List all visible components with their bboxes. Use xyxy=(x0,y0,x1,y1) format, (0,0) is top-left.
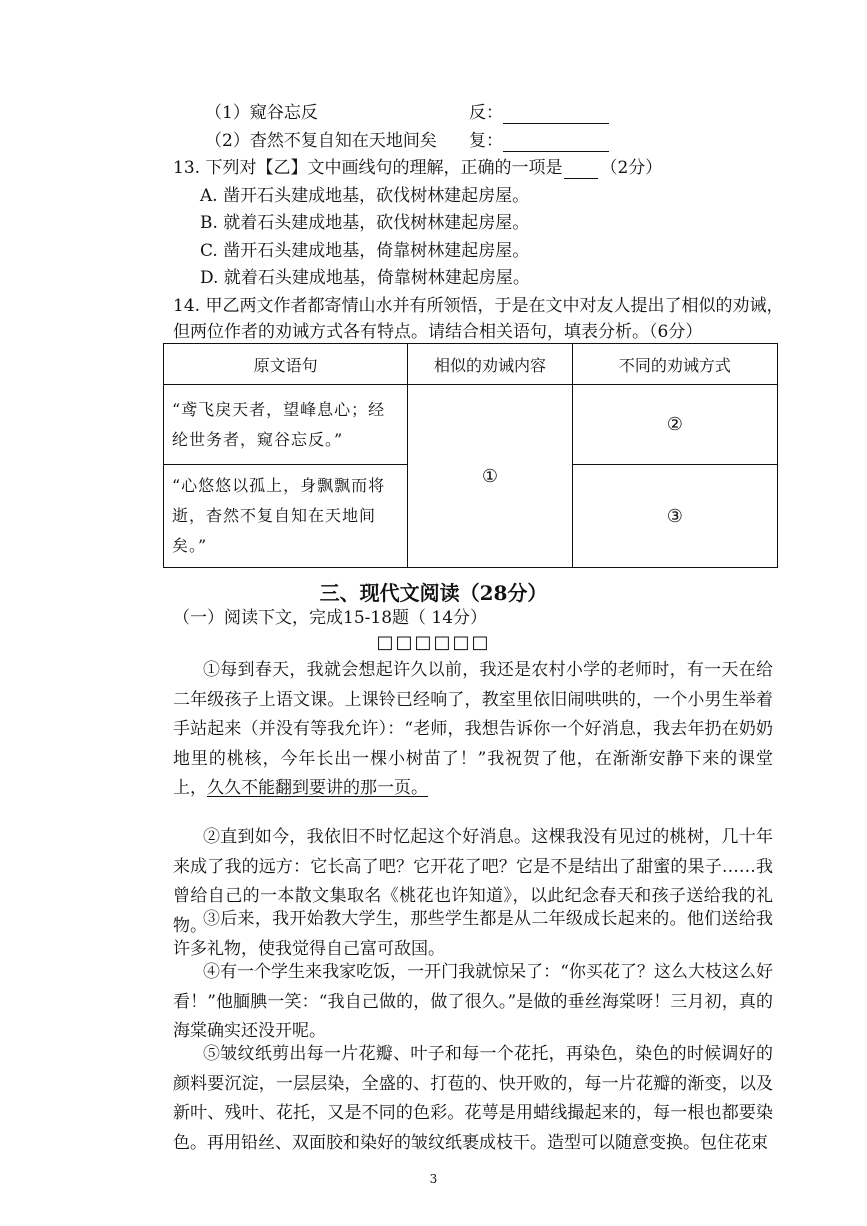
section-subheading: （一）阅读下文，完成15-18题（ 14分） xyxy=(173,608,488,628)
q13-score: （2分） xyxy=(600,158,663,178)
table-row2-source: “心悠悠以孤上，身飘飘而将逝，杳然不复自知在天地间矣。” xyxy=(164,465,408,568)
analysis-table xyxy=(163,343,778,568)
table-header-source: 原文语句 xyxy=(164,344,408,385)
answer-blank[interactable] xyxy=(503,133,609,152)
q13-option-a: A. 凿开石头建成地基，砍伐树林建起房屋。 xyxy=(200,186,530,206)
answer-blank[interactable] xyxy=(564,160,598,179)
q13-option-b: B. 就着石头建成地基，砍伐树林建起房屋。 xyxy=(200,213,530,233)
q12-item1-label: （1）窥谷忘反 xyxy=(205,103,318,123)
article-title: □□□□□□ xyxy=(376,632,491,653)
table-header-method: 不同的劝诫方式 xyxy=(572,344,777,385)
answer-blank[interactable] xyxy=(503,105,609,124)
q12-item1-char xyxy=(469,102,609,124)
q13-option-c: C. 凿开石头建成地基，倚靠树林建起房屋。 xyxy=(200,241,530,261)
section-heading: 三、现代文阅读（28分） xyxy=(319,581,548,605)
q12-item2-label: （2）杳然不复自知在天地间矣 xyxy=(205,131,437,151)
table-header-content: 相似的劝诫内容 xyxy=(408,344,572,385)
article-paragraph-3: ③后来，我开始教大学生，那些学生都是从二年级成长起来的。他们送给我许多礼物，使我觉得自己富可敌国。 xyxy=(173,909,773,959)
q12-item1-char-text: 反： xyxy=(469,103,503,123)
q13-stem-text: 13. 下列对【乙】文中画线句的理解，正确的一项是 xyxy=(173,158,563,178)
page-number: 3 xyxy=(429,1172,438,1186)
table-cell-mark3[interactable]: ③ xyxy=(572,465,777,568)
q14-line1: 14. 甲乙两文作者都寄情山水并有所领悟，于是在文中对友人提出了相似的劝诫， xyxy=(173,296,784,316)
paragraph-1-text: ①每到春天，我就会想起许久以前，我还是农村小学的老师时，有一天在给二年级孩子上语文课。上课铃已经响了，教室里依旧闹哄哄的，一个小男生举着手站起来（并没有等我允许）：“老师，我想告诉你一个好消息，我去年扔在奶奶地里的桃核，今年长出一棵小树苗了！”我祝贺了他，在渐渐安静下来的课堂上， xyxy=(173,660,773,798)
article-paragraph-2: ②直到如今，我依旧不时忆起这个好消息。这棵我没有见过的桃树，几十年来成了我的远方：它长高了吧？它开花了吧？它是不是结出了甜蜜的果子……我曾给自己的一本散文集取名《桃花也许知道》，以此纪念春天和孩子送给我的礼物。 xyxy=(173,827,773,936)
article-paragraph-1 xyxy=(173,656,773,804)
table-cell-mark2[interactable]: ② xyxy=(572,385,777,465)
table-cell-mark1[interactable]: ① xyxy=(408,385,572,568)
q13-stem xyxy=(173,157,662,179)
q13-option-d: D. 就着石头建成地基，倚靠树林建起房屋。 xyxy=(200,268,530,288)
article-paragraph-5: ⑤皱纹纸剪出每一片花瓣、叶子和每一个花托，再染色，染色的时候调好的颜料要沉淀，一层层染，全盛的、打苞的、快开败的，每一片花瓣的渐变，以及新叶、残叶、花托，又是不同的色彩。花萼是用蜡线撮起来的，每一根也都要染色。再用铅丝、双面胶和染好的皱纹纸裹成枝干。造型可以随意变换。包住花束 xyxy=(173,1044,773,1153)
paragraph-1-underlined: 久久不能翻到要讲的那一页。 xyxy=(207,778,428,798)
q12-item2-char-text: 复： xyxy=(469,131,503,151)
q12-item2-char xyxy=(469,130,609,152)
article-paragraph-4: ④有一个学生来我家吃饭，一开门我就惊呆了：“你买花了？这么大枝这么好看！”他腼腆一笑：“我自己做的，做了很久。”是做的垂丝海棠呀！三月初，真的海棠确实还没开呢。 xyxy=(173,962,773,1041)
q14-line2: 但两位作者的劝诫方式各有特点。请结合相关语句，填表分析。（6分） xyxy=(173,322,703,342)
table-row1-source: “鸢飞戾天者，望峰息心；经纶世务者，窥谷忘反。” xyxy=(164,385,408,465)
